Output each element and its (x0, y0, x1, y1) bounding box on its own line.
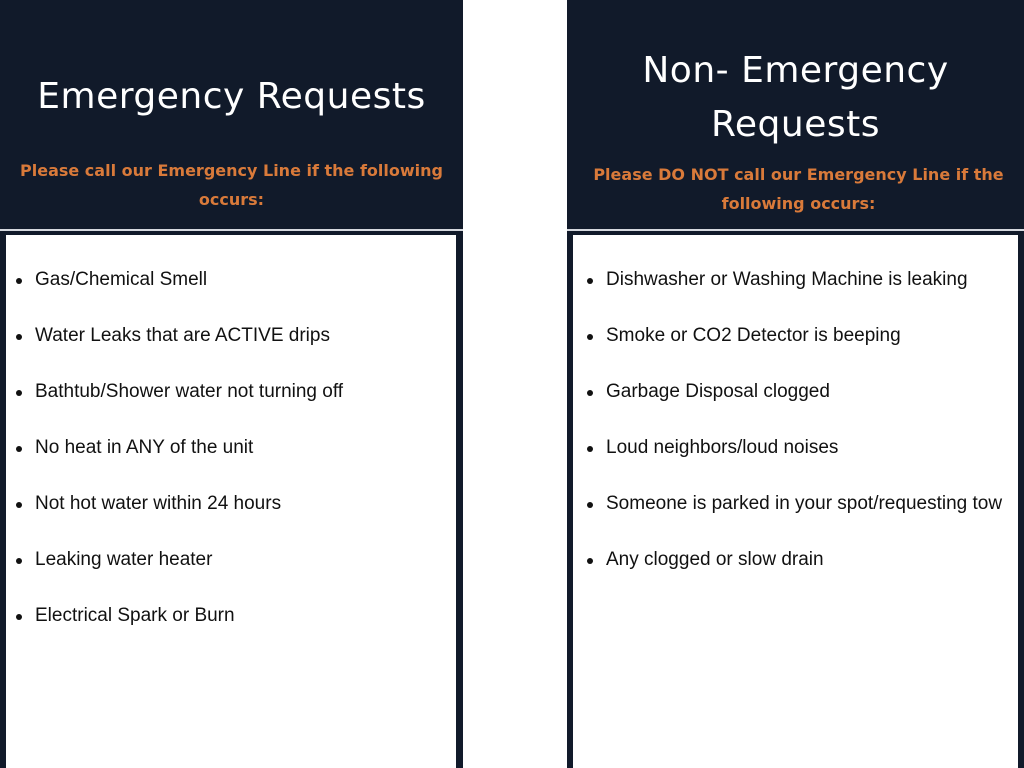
list-item-text: Dishwasher or Washing Machine is leaking (606, 269, 968, 290)
non-emergency-header (567, 0, 1024, 229)
non-emergency-list (573, 266, 1018, 602)
list-item (6, 434, 456, 462)
list-item (573, 434, 1018, 462)
list-item-text: Someone is parked in your spot/requesting tow (606, 493, 1003, 514)
list-item-text: Any clogged or slow drain (606, 549, 824, 570)
bullet-icon (587, 390, 593, 396)
list-item-text: Gas/Chemical Smell (35, 269, 208, 290)
list-item (6, 490, 456, 518)
list-item-text: Smoke or CO2 Detector is beeping (606, 325, 901, 346)
non-emergency-panel (567, 0, 1024, 768)
bullet-icon (16, 446, 22, 452)
list-item-text: Electrical Spark or Burn (35, 605, 235, 626)
list-item (6, 266, 456, 294)
list-item (573, 322, 1018, 350)
bullet-icon (16, 278, 22, 284)
bullet-icon (587, 558, 593, 564)
list-item (6, 322, 456, 350)
list-item-text: No heat in ANY of the unit (35, 437, 254, 458)
list-item (6, 546, 456, 574)
bullet-icon (16, 558, 22, 564)
bullet-icon (587, 278, 593, 284)
non-emergency-title: Non- Emergency Requests (642, 50, 949, 145)
list-item-text: Bathtub/Shower water not turning off (35, 381, 344, 402)
list-item (573, 266, 1018, 294)
emergency-title: Emergency Requests (37, 76, 426, 117)
list-item-text: Garbage Disposal clogged (606, 381, 830, 402)
list-item (573, 378, 1018, 406)
list-item (573, 546, 1018, 574)
bullet-icon (16, 390, 22, 396)
emergency-subtitle: Please call our Emergency Line if the following occurs: (20, 161, 443, 209)
non-emergency-divider (567, 229, 1024, 231)
emergency-panel (0, 0, 463, 768)
non-emergency-subtitle: Please DO NOT call our Emergency Line if the following occurs: (593, 165, 1004, 213)
list-item (6, 602, 456, 630)
emergency-list-card (6, 235, 456, 768)
list-item-text: Not hot water within 24 hours (35, 493, 282, 514)
list-item-text: Leaking water heater (35, 549, 213, 570)
list-item (6, 378, 456, 406)
emergency-divider (0, 229, 463, 231)
bullet-icon (587, 502, 593, 508)
non-emergency-list-card (573, 235, 1018, 768)
list-item-text: Water Leaks that are ACTIVE drips (35, 325, 330, 346)
emergency-header (0, 0, 463, 229)
list-item (573, 490, 1018, 518)
emergency-list (6, 266, 456, 658)
bullet-icon (587, 446, 593, 452)
bullet-icon (587, 334, 593, 340)
bullet-icon (16, 502, 22, 508)
bullet-icon (16, 334, 22, 340)
list-item-text: Loud neighbors/loud noises (606, 437, 839, 458)
bullet-icon (16, 614, 22, 620)
